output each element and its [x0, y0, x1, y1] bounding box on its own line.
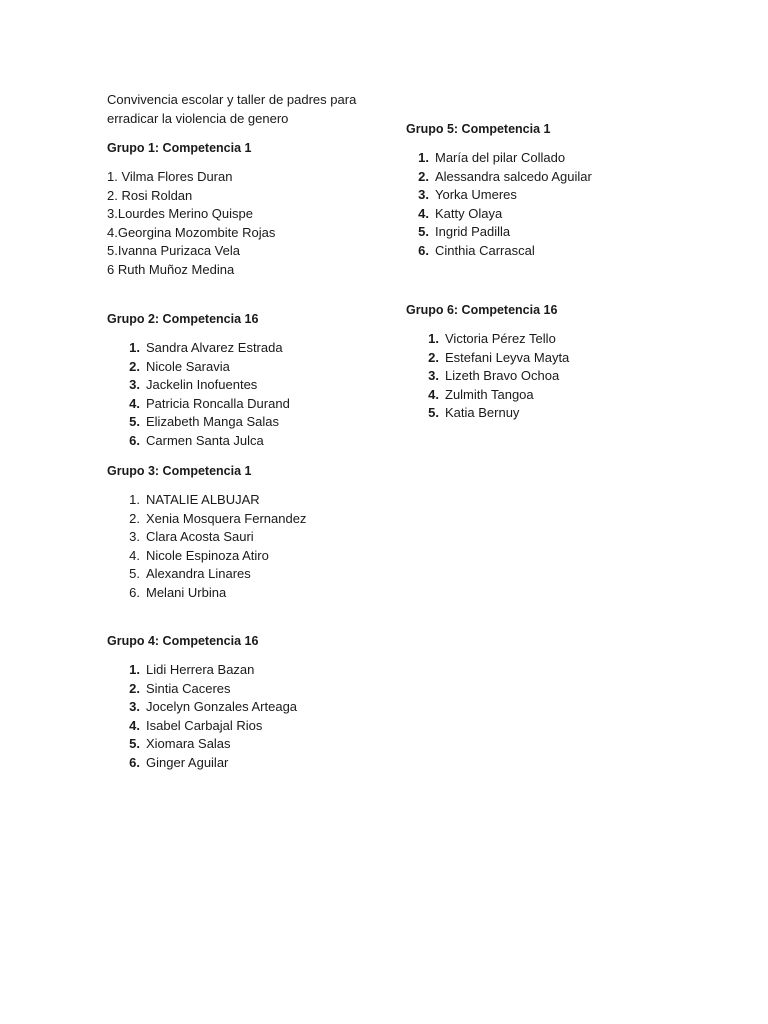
group-4-list — [124, 661, 374, 773]
list-item: 4.Georgina Mozombite Rojas — [107, 224, 276, 240]
list-number: 6. — [129, 584, 140, 600]
list-text: Yorka Umeres — [435, 187, 517, 203]
list-number: 5. — [428, 405, 439, 421]
group-1-heading: Grupo 1: Competencia 1 — [107, 141, 252, 155]
list-number: 4. — [129, 395, 140, 411]
group-5-list — [413, 149, 713, 261]
list-item — [124, 413, 374, 432]
list-item: 2. Rosi Roldan — [107, 187, 193, 203]
list-text: Victoria Pérez Tello — [445, 331, 556, 346]
list-number: 4. — [129, 547, 140, 563]
list-item — [124, 395, 374, 414]
list-text: Estefani Leyva Mayta — [445, 349, 570, 365]
list-number: 6. — [418, 242, 429, 258]
group-3-heading: Grupo 3: Competencia 1 — [107, 464, 252, 478]
list-number: 6. — [129, 754, 140, 770]
list-text: Alessandra salcedo Aguilar — [435, 168, 592, 184]
group-5-heading: Grupo 5: Competencia 1 — [406, 122, 551, 136]
list-number: 5. — [418, 224, 429, 240]
list-item — [124, 565, 374, 584]
list-item — [423, 404, 713, 423]
list-number: 4. — [428, 386, 439, 402]
list-number: 1. — [129, 492, 140, 507]
group-2-heading: Grupo 2: Competencia 16 — [107, 312, 259, 326]
list-text: Katty Olaya — [435, 205, 503, 221]
list-number: 3. — [129, 377, 140, 393]
list-text: Nicole Saravia — [146, 358, 230, 374]
list-number: 2. — [418, 168, 429, 184]
list-item — [124, 358, 374, 377]
list-text: Ginger Aguilar — [146, 754, 229, 770]
list-item — [124, 491, 374, 510]
list-item: 1. Vilma Flores Duran — [107, 169, 233, 184]
list-text: Jocelyn Gonzales Arteaga — [146, 699, 298, 715]
intro-line-2: erradicar la violencia de genero — [107, 111, 289, 126]
list-item — [124, 661, 374, 680]
list-item — [423, 330, 713, 349]
list-text: Lidi Herrera Bazan — [146, 662, 255, 677]
list-text: Lizeth Bravo Ochoa — [445, 368, 560, 384]
list-item — [124, 432, 374, 451]
list-item — [124, 339, 374, 358]
list-item — [413, 168, 713, 187]
list-text: Patricia Roncalla Durand — [146, 395, 290, 411]
list-item — [124, 510, 374, 529]
group-6-list — [423, 330, 713, 423]
list-number: 4. — [418, 205, 429, 221]
list-item — [413, 186, 713, 205]
group-1-list — [107, 168, 275, 280]
group-3-list — [124, 491, 374, 603]
list-item — [124, 754, 374, 773]
list-number: 5. — [129, 414, 140, 430]
list-number: 1. — [418, 150, 429, 165]
list-item — [124, 547, 374, 566]
list-text: Alexandra Linares — [146, 566, 251, 582]
group-6-heading: Grupo 6: Competencia 16 — [406, 303, 558, 317]
list-text: Clara Acosta Sauri — [146, 529, 254, 545]
list-item: 6 Ruth Muñoz Medina — [107, 261, 235, 277]
list-number: 3. — [418, 187, 429, 203]
list-item — [124, 717, 374, 736]
group-4-heading: Grupo 4: Competencia 16 — [107, 634, 259, 648]
list-number: 2. — [428, 349, 439, 365]
list-text: Melani Urbina — [146, 584, 227, 600]
list-number: 5. — [129, 736, 140, 752]
list-item — [423, 367, 713, 386]
intro-line-1: Convivencia escolar y taller de padres para — [107, 92, 357, 107]
list-text: NATALIE ALBUJAR — [146, 492, 260, 507]
list-text: Xiomara Salas — [146, 736, 231, 752]
list-number: 5. — [129, 566, 140, 582]
list-text: Zulmith Tangoa — [445, 386, 534, 402]
list-item — [423, 386, 713, 405]
list-text: Elizabeth Manga Salas — [146, 414, 279, 430]
list-text: Ingrid Padilla — [435, 224, 511, 240]
list-number: 2. — [129, 358, 140, 374]
list-item — [124, 528, 374, 547]
list-item — [413, 223, 713, 242]
list-item — [413, 242, 713, 261]
list-text: María del pilar Collado — [435, 150, 566, 165]
list-number: 1. — [129, 662, 140, 677]
list-number: 1. — [129, 340, 140, 355]
list-text: Katia Bernuy — [445, 405, 520, 421]
list-item — [413, 149, 713, 168]
list-item — [124, 376, 374, 395]
list-item — [124, 680, 374, 699]
list-text: Isabel Carbajal Rios — [146, 717, 263, 733]
list-item — [124, 584, 374, 603]
list-number: 2. — [129, 510, 140, 526]
list-item: 3.Lourdes Merino Quispe — [107, 206, 253, 222]
group-2-list — [124, 339, 374, 451]
list-text: Nicole Espinoza Atiro — [146, 547, 269, 563]
list-item — [124, 735, 374, 754]
list-item — [423, 349, 713, 368]
list-number: 4. — [129, 717, 140, 733]
list-item: 5.Ivanna Purizaca Vela — [107, 243, 240, 259]
document-intro — [107, 90, 377, 128]
list-text: Xenia Mosquera Fernandez — [146, 510, 307, 526]
list-text: Cinthia Carrascal — [435, 242, 535, 258]
list-text: Jackelin Inofuentes — [146, 377, 258, 393]
list-item — [413, 205, 713, 224]
list-number: 6. — [129, 432, 140, 448]
list-number: 1. — [428, 331, 439, 346]
list-number: 2. — [129, 680, 140, 696]
list-number: 3. — [129, 699, 140, 715]
list-text: Sandra Alvarez Estrada — [146, 340, 283, 355]
list-text: Carmen Santa Julca — [146, 432, 264, 448]
list-text: Sintia Caceres — [146, 680, 231, 696]
list-number: 3. — [129, 529, 140, 545]
list-item — [124, 698, 374, 717]
list-number: 3. — [428, 368, 439, 384]
